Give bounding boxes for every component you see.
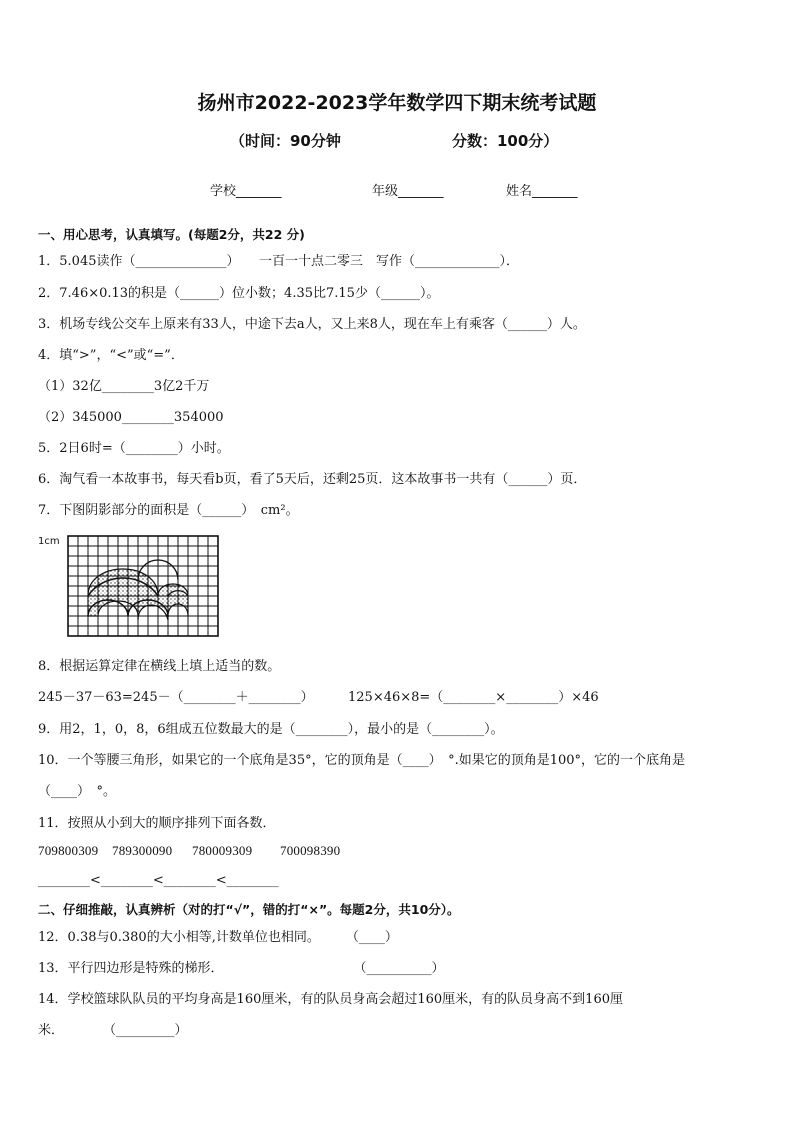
question-8-a: 245－37－63=245－（________＋________） — [38, 690, 314, 705]
question-6: 6．淘气看一本故事书，每天看b页，看了5天后，还剩25页．这本故事书一共有（______）页． — [38, 472, 587, 487]
question-7: 7．下图阴影部分的面积是（______） cm²。 — [38, 503, 299, 518]
question-12: 12．0.38与0.380的大小相等,计数单位也相同。 （____） — [38, 930, 398, 945]
question-10-line-1: 10．一个等腰三角形，如果它的一个底角是35°，它的顶角是（____） °.如果它的顶角是100°，它的一个底角是 — [38, 753, 686, 768]
number-3: 780009309 — [192, 843, 253, 858]
exam-time: （时间：90分钟 — [230, 132, 341, 150]
exam-score: 分数：100分） — [452, 132, 559, 150]
grade-field: 年级_______ — [372, 184, 444, 199]
question-8-b: 125×46×8=（________×________）×46 — [348, 690, 599, 705]
question-4: 4．填“>”，“<”或“=”． — [38, 348, 184, 363]
question-13: 13．平行四边形是特殊的梯形． （__________） — [38, 961, 445, 976]
unit-label: 1cm — [38, 536, 60, 547]
name-field: 姓名_______ — [506, 184, 578, 199]
section1-heading: 一、用心思考，认真填写。(每题2分，共22 分) — [38, 227, 305, 242]
question-14-line-1: 14．学校篮球队队员的平均身高是160厘米，有的队员身高会超过160厘米，有的队员身高不到160厘 — [38, 992, 623, 1007]
section2-heading: 二、仔细推敲，认真辨析（对的打“√”，错的打“×”。每题2分，共10分）。 — [38, 902, 460, 917]
shaded-grid-figure — [38, 530, 228, 642]
question-5: 5．2日6时=（________）小时。 — [38, 441, 230, 456]
number-2: 789300090 — [112, 843, 173, 858]
question-8: 8．根据运算定律在横线上填上适当的数。 — [38, 659, 281, 674]
grid-lines — [68, 536, 218, 636]
school-field: 学校_______ — [210, 184, 282, 199]
question-11: 11．按照从小到大的顺序排列下面各数． — [38, 816, 276, 831]
question-2: 2．7.46×0.13的积是（______）位小数；4.35比7.15少（______）。 — [38, 286, 440, 301]
number-4: 700098390 — [280, 843, 341, 858]
question-10-line-2: （____） °。 — [38, 784, 117, 799]
page-title: 扬州市2022-2023学年数学四下期末统考试题 — [197, 92, 597, 114]
question-14-line-2: 米． （_________） — [38, 1023, 188, 1038]
number-1: 709800309 — [38, 843, 99, 858]
question-3: 3．机场专线公交车上原来有33人，中途下去a人，又上来8人，现在车上有乘客（______）人。 — [38, 317, 586, 332]
question-9: 9．用2，1，0，8，6组成五位数最大的是（________），最小的是（________）。 — [38, 722, 504, 737]
question-11-answer-blanks: ________<________<________<________ — [38, 873, 279, 888]
question-4-part-2: （2）345000________354000 — [38, 410, 224, 425]
question-1: 1．5.045读作（______________） 一百一十点二零三 写作（_____________）． — [38, 254, 519, 269]
question-4-part-1: （1）32亿________3亿2千万 — [38, 379, 210, 394]
